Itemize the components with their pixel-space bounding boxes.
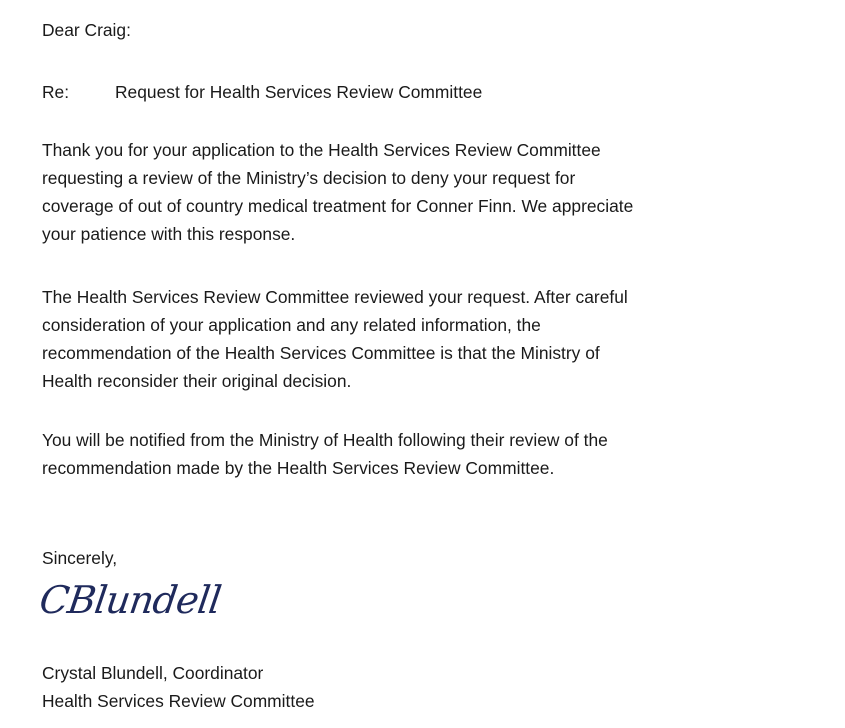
paragraph-line: requesting a review of the Ministry’s decision to deny your request for [42, 168, 576, 188]
paragraph-line: Thank you for your application to the Health Services Review Committee [42, 140, 601, 160]
re-subject: Request for Health Services Review Committee [115, 82, 483, 102]
signer-name-title: Crystal Blundell, Coordinator [42, 663, 264, 683]
paragraph-line: consideration of your application and any related information, the [42, 315, 541, 335]
paragraph-line: Health reconsider their original decision. [42, 371, 352, 391]
paragraph-2 [42, 283, 628, 395]
paragraph-line: recommendation of the Health Services Committee is that the Ministry of [42, 343, 600, 363]
signer-org: Health Services Review Committee [42, 691, 315, 711]
signature: CBlundell [36, 578, 224, 622]
paragraph-line: coverage of out of country medical treatment for Conner Finn. We appreciate [42, 196, 634, 216]
paragraph-line: The Health Services Review Committee reviewed your request. After careful [42, 287, 628, 307]
closing: Sincerely, [42, 548, 118, 568]
paragraph-line: your patience with this response. [42, 224, 296, 244]
salutation: Dear Craig: [42, 20, 131, 40]
re-line [42, 78, 482, 106]
paragraph-1 [42, 136, 633, 248]
paragraph-line: You will be notified from the Ministry of Health following their review of the [42, 430, 608, 450]
paragraph-line: recommendation made by the Health Services Review Committee. [42, 458, 555, 478]
re-label: Re: [42, 82, 70, 102]
paragraph-3 [42, 426, 608, 482]
